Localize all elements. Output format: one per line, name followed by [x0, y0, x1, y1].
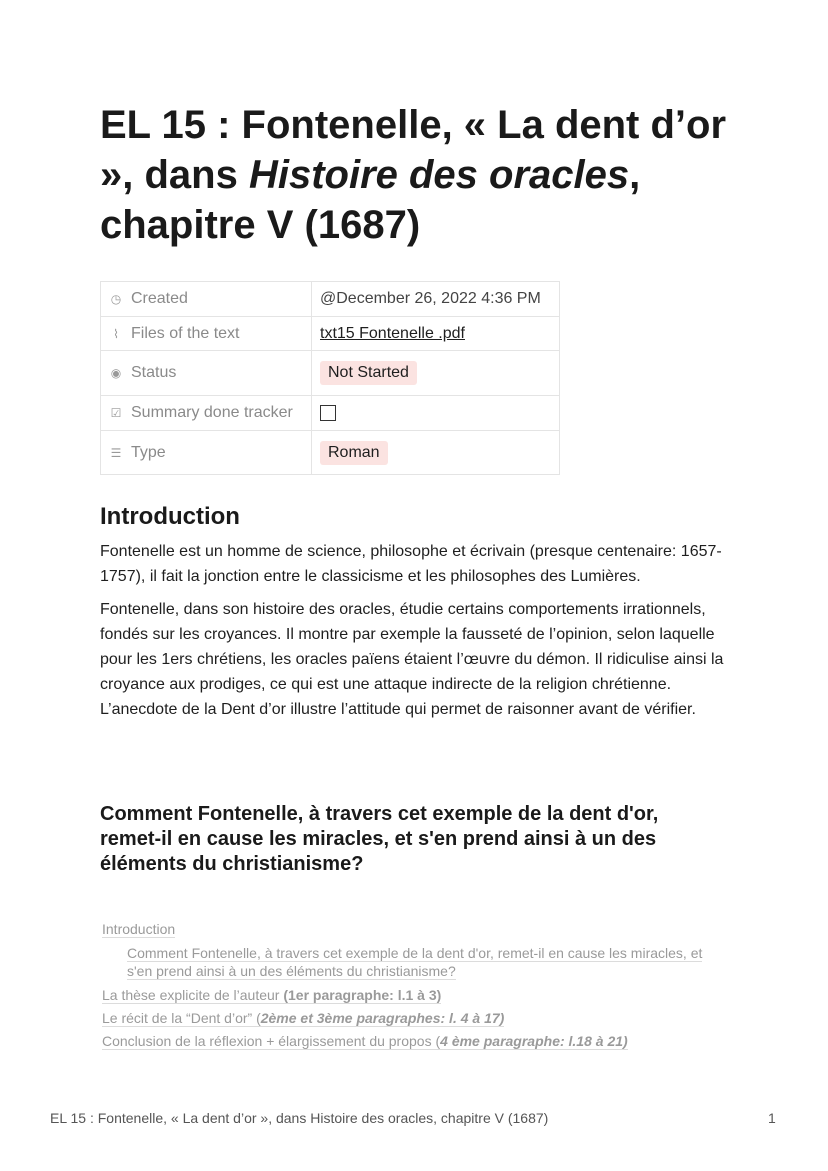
properties-table [100, 281, 560, 475]
file-link[interactable]: txt15 Fontenelle .pdf [320, 324, 465, 342]
toc-item-recit[interactable]: Le récit de la “Dent d’or” (2ème et 3ème paragraphes: l. 4 à 17) [102, 1010, 505, 1026]
property-row-files [101, 317, 560, 351]
page-title [100, 100, 740, 250]
property-value [312, 351, 560, 396]
problem-question: Comment Fontenelle, à travers cet exemple de la dent d'or, remet-il en cause les miracles, et s'en prend ainsi à un des éléments du christianisme? [100, 803, 659, 875]
property-key: ☰ Type [101, 431, 312, 475]
property-value [312, 431, 560, 475]
toc-item-introduction[interactable]: Introduction [102, 921, 176, 937]
title-part2: , chapitre V (1687) [100, 153, 641, 247]
page-number: 1 [768, 1110, 776, 1126]
toc-item-question[interactable]: Comment Fontenelle, à travers cet exemple de la dent d'or, remet-il en cause les miracles, et s'en prend ainsi à un des éléments du christianisme? [127, 945, 703, 979]
toc-item-conclusion[interactable]: Conclusion de la réflexion + élargissement du propos (4 ème paragraphe: l.18 à 21) [102, 1033, 628, 1049]
introduction-paragraph-2: Fontenelle, dans son histoire des oracles, étudie certains comportements irrationnels, fondés sur les croyances. Il montre par exemple la fausseté de l’opinion, selon laquelle pour les 1ers chrétiens, les oracles païens étaient l’œuvre du démon. Il ridiculise ainsi la croyance aux prodiges, ce qui est une attaque indirecte de la religion chrétienne. L’anecdote de la Dent d’or illustre l’attitude qui permet de raisonner avant de vérifier. [100, 601, 724, 718]
title-italic: Histoire des oracles [248, 153, 630, 197]
property-key: ◷ Created [101, 282, 312, 317]
checkbox-icon: ☑ [110, 406, 122, 420]
status-icon: ◉ [110, 366, 122, 380]
property-value: @December 26, 2022 4:36 PM [312, 282, 560, 317]
list-icon: ☰ [110, 445, 122, 460]
property-row-type [101, 431, 560, 475]
property-row-created [101, 282, 560, 317]
introduction-paragraph-1: Fontenelle est un homme de science, philosophe et écrivain (presque centenaire: 1657-1757), il fait la jonction entre le classicisme et les philosophes des Lumières. [100, 543, 722, 585]
type-tag[interactable]: Roman [320, 441, 388, 465]
paperclip-icon: ⌇ [113, 326, 119, 341]
property-key: ◉ Status [101, 351, 312, 396]
introduction-heading: Introduction [100, 503, 240, 530]
property-value [312, 396, 560, 431]
summary-checkbox[interactable] [320, 405, 336, 421]
property-key: ☑ Summary done tracker [101, 396, 312, 431]
property-value [312, 317, 560, 351]
status-tag[interactable]: Not Started [320, 361, 417, 385]
title-part1: EL 15 : Fontenelle, « La dent d’or », dans [100, 103, 727, 197]
property-row-summary [101, 396, 560, 431]
toc-item-these[interactable]: La thèse explicite de l’auteur (1er paragraphe: l.1 à 3) [102, 987, 442, 1003]
footer-title: EL 15 : Fontenelle, « La dent d’or », dans Histoire des oracles, chapitre V (1687) [50, 1110, 549, 1126]
clock-icon: ◷ [110, 292, 122, 306]
property-row-status [101, 351, 560, 396]
property-key: ⌇ Files of the text [101, 317, 312, 351]
